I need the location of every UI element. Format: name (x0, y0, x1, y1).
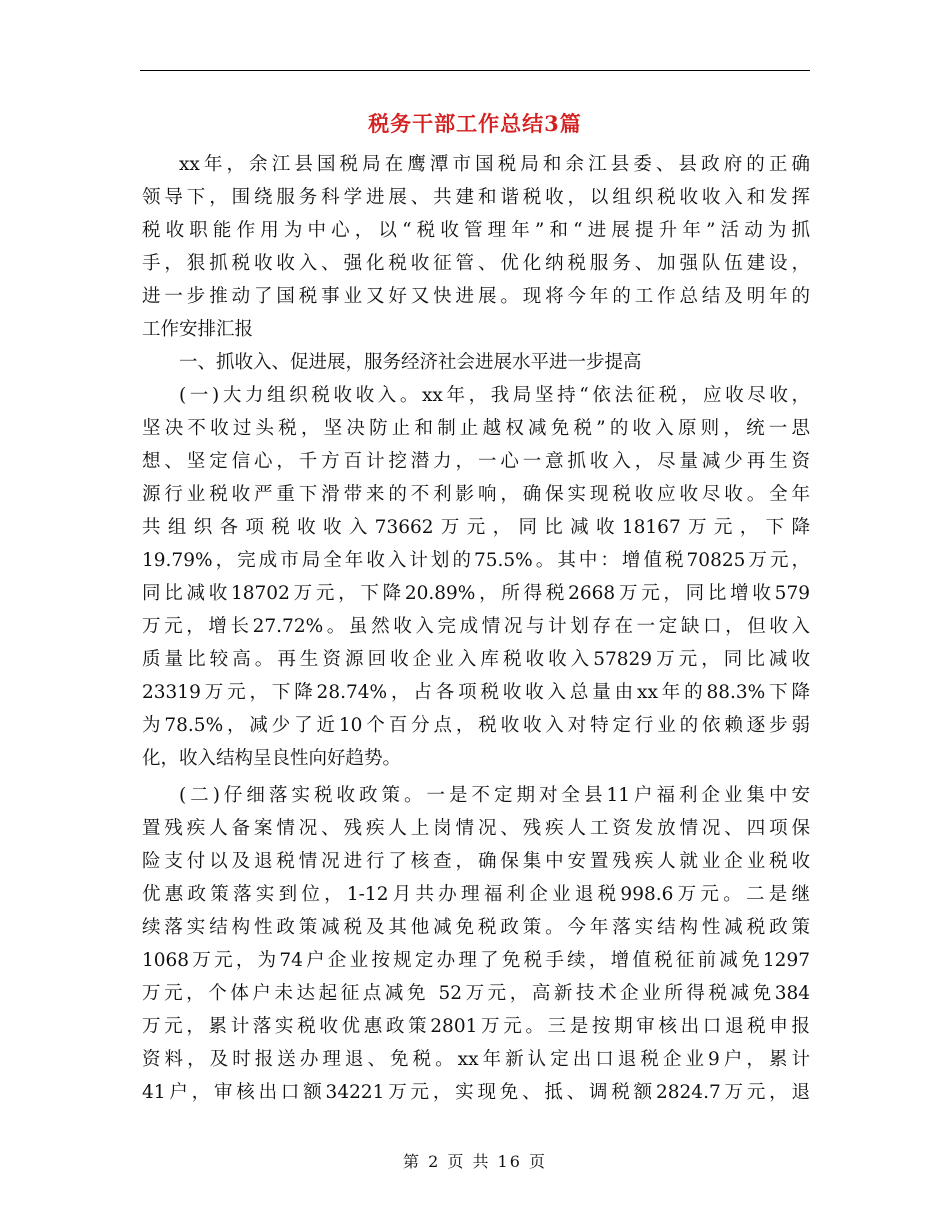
body-line: 想、坚定信心，千方百计挖潜力，一心一意抓收入，尽量减少再生资 (142, 451, 810, 472)
body-line: 质量比较高。再生资源回收企业入库税收收入57829万元，同比减收 (142, 649, 810, 670)
body-line: 优惠政策落实到位，1-12月共办理福利企业退税998.6万元。二是继 (142, 884, 810, 905)
body-line: 税收职能作用为中心，以“税收管理年”和“进展提升年”活动为抓 (142, 220, 810, 241)
body-line: 万元，个体户未达起征点减免 52万元，高新技术企业所得税减免384 (142, 983, 810, 1004)
body-line: 进一步推动了国税事业又好又快进展。现将今年的工作总结及明年的 (142, 286, 810, 307)
body-line: 源行业税收严重下滑带来的不利影响，确保实现税收应收尽收。全年 (142, 484, 810, 505)
body-line: 19.79%，完成市局全年收入计划的75.5%。其中：增值税70825万元， (142, 550, 810, 571)
header-rule (140, 70, 810, 71)
body-line: 坚决不收过头税，坚决防止和制止越权减免税”的收入原则，统一思 (142, 418, 810, 439)
body-line: 万元，累计落实税收优惠政策2801万元。三是按期审核出口退税申报 (142, 1016, 810, 1037)
body-line: 续落实结构性政策减税及其他减免税政策。今年落实结构性减税政策 (142, 917, 810, 938)
document-body (142, 148, 810, 1109)
document-title: 税务干部工作总结3篇 (368, 111, 582, 136)
body-line: xx年，余江县国税局在鹰潭市国税局和余江县委、县政府的正确 (179, 154, 810, 175)
body-line: 资料，及时报送办理退、免税。xx年新认定出口退税企业9户，累计 (142, 1049, 810, 1070)
page-number: 第 2 页 共 16 页 (403, 1152, 547, 1171)
body-line: 险支付以及退税情况进行了核查，确保集中安置残疾人就业企业税收 (142, 851, 810, 872)
body-line: (二)仔细落实税收政策。一是不定期对全县11户福利企业集中安 (179, 785, 810, 806)
body-line: 为78.5%，减少了近10个百分点，税收收入对特定行业的依赖逐步弱 (142, 715, 810, 736)
body-line: 1068万元，为74户企业按规定办理了免税手续，增值税征前减免1297 (142, 950, 810, 971)
body-line: 置残疾人备案情况、残疾人上岗情况、残疾人工资发放情况、四项保 (142, 818, 810, 839)
body-line: 同比减收18702万元，下降20.89%，所得税2668万元，同比增收579 (142, 583, 810, 604)
body-line: 领导下，围绕服务科学进展、共建和谐税收，以组织税收收入和发挥 (142, 187, 810, 208)
body-line: 41户，审核出口额34221万元，实现免、抵、调税额2824.7万元，退 (142, 1082, 810, 1103)
section-heading: 一、抓收入、促进展，服务经济社会进展水平进一步提高 (179, 352, 642, 373)
body-line: 手，狠抓税收收入、强化税收征管、优化纳税服务、加强队伍建设， (142, 253, 810, 274)
body-line: 万元，增长27.72%。虽然收入完成情况与计划存在一定缺口，但收入 (142, 616, 810, 637)
body-line: (一)大力组织税收收入。xx年，我局坚持“依法征税，应收尽收， (179, 385, 810, 406)
body-line: 共组织各项税收收入73662万元，同比减收18167万元，下降 (142, 517, 810, 538)
body-line: 23319万元，下降28.74%，占各项税收收入总量由xx年的88.3%下降 (142, 682, 810, 703)
body-line: 化，收入结构呈良性向好趋势。 (142, 748, 402, 769)
body-line: 工作安排汇报 (142, 319, 254, 340)
